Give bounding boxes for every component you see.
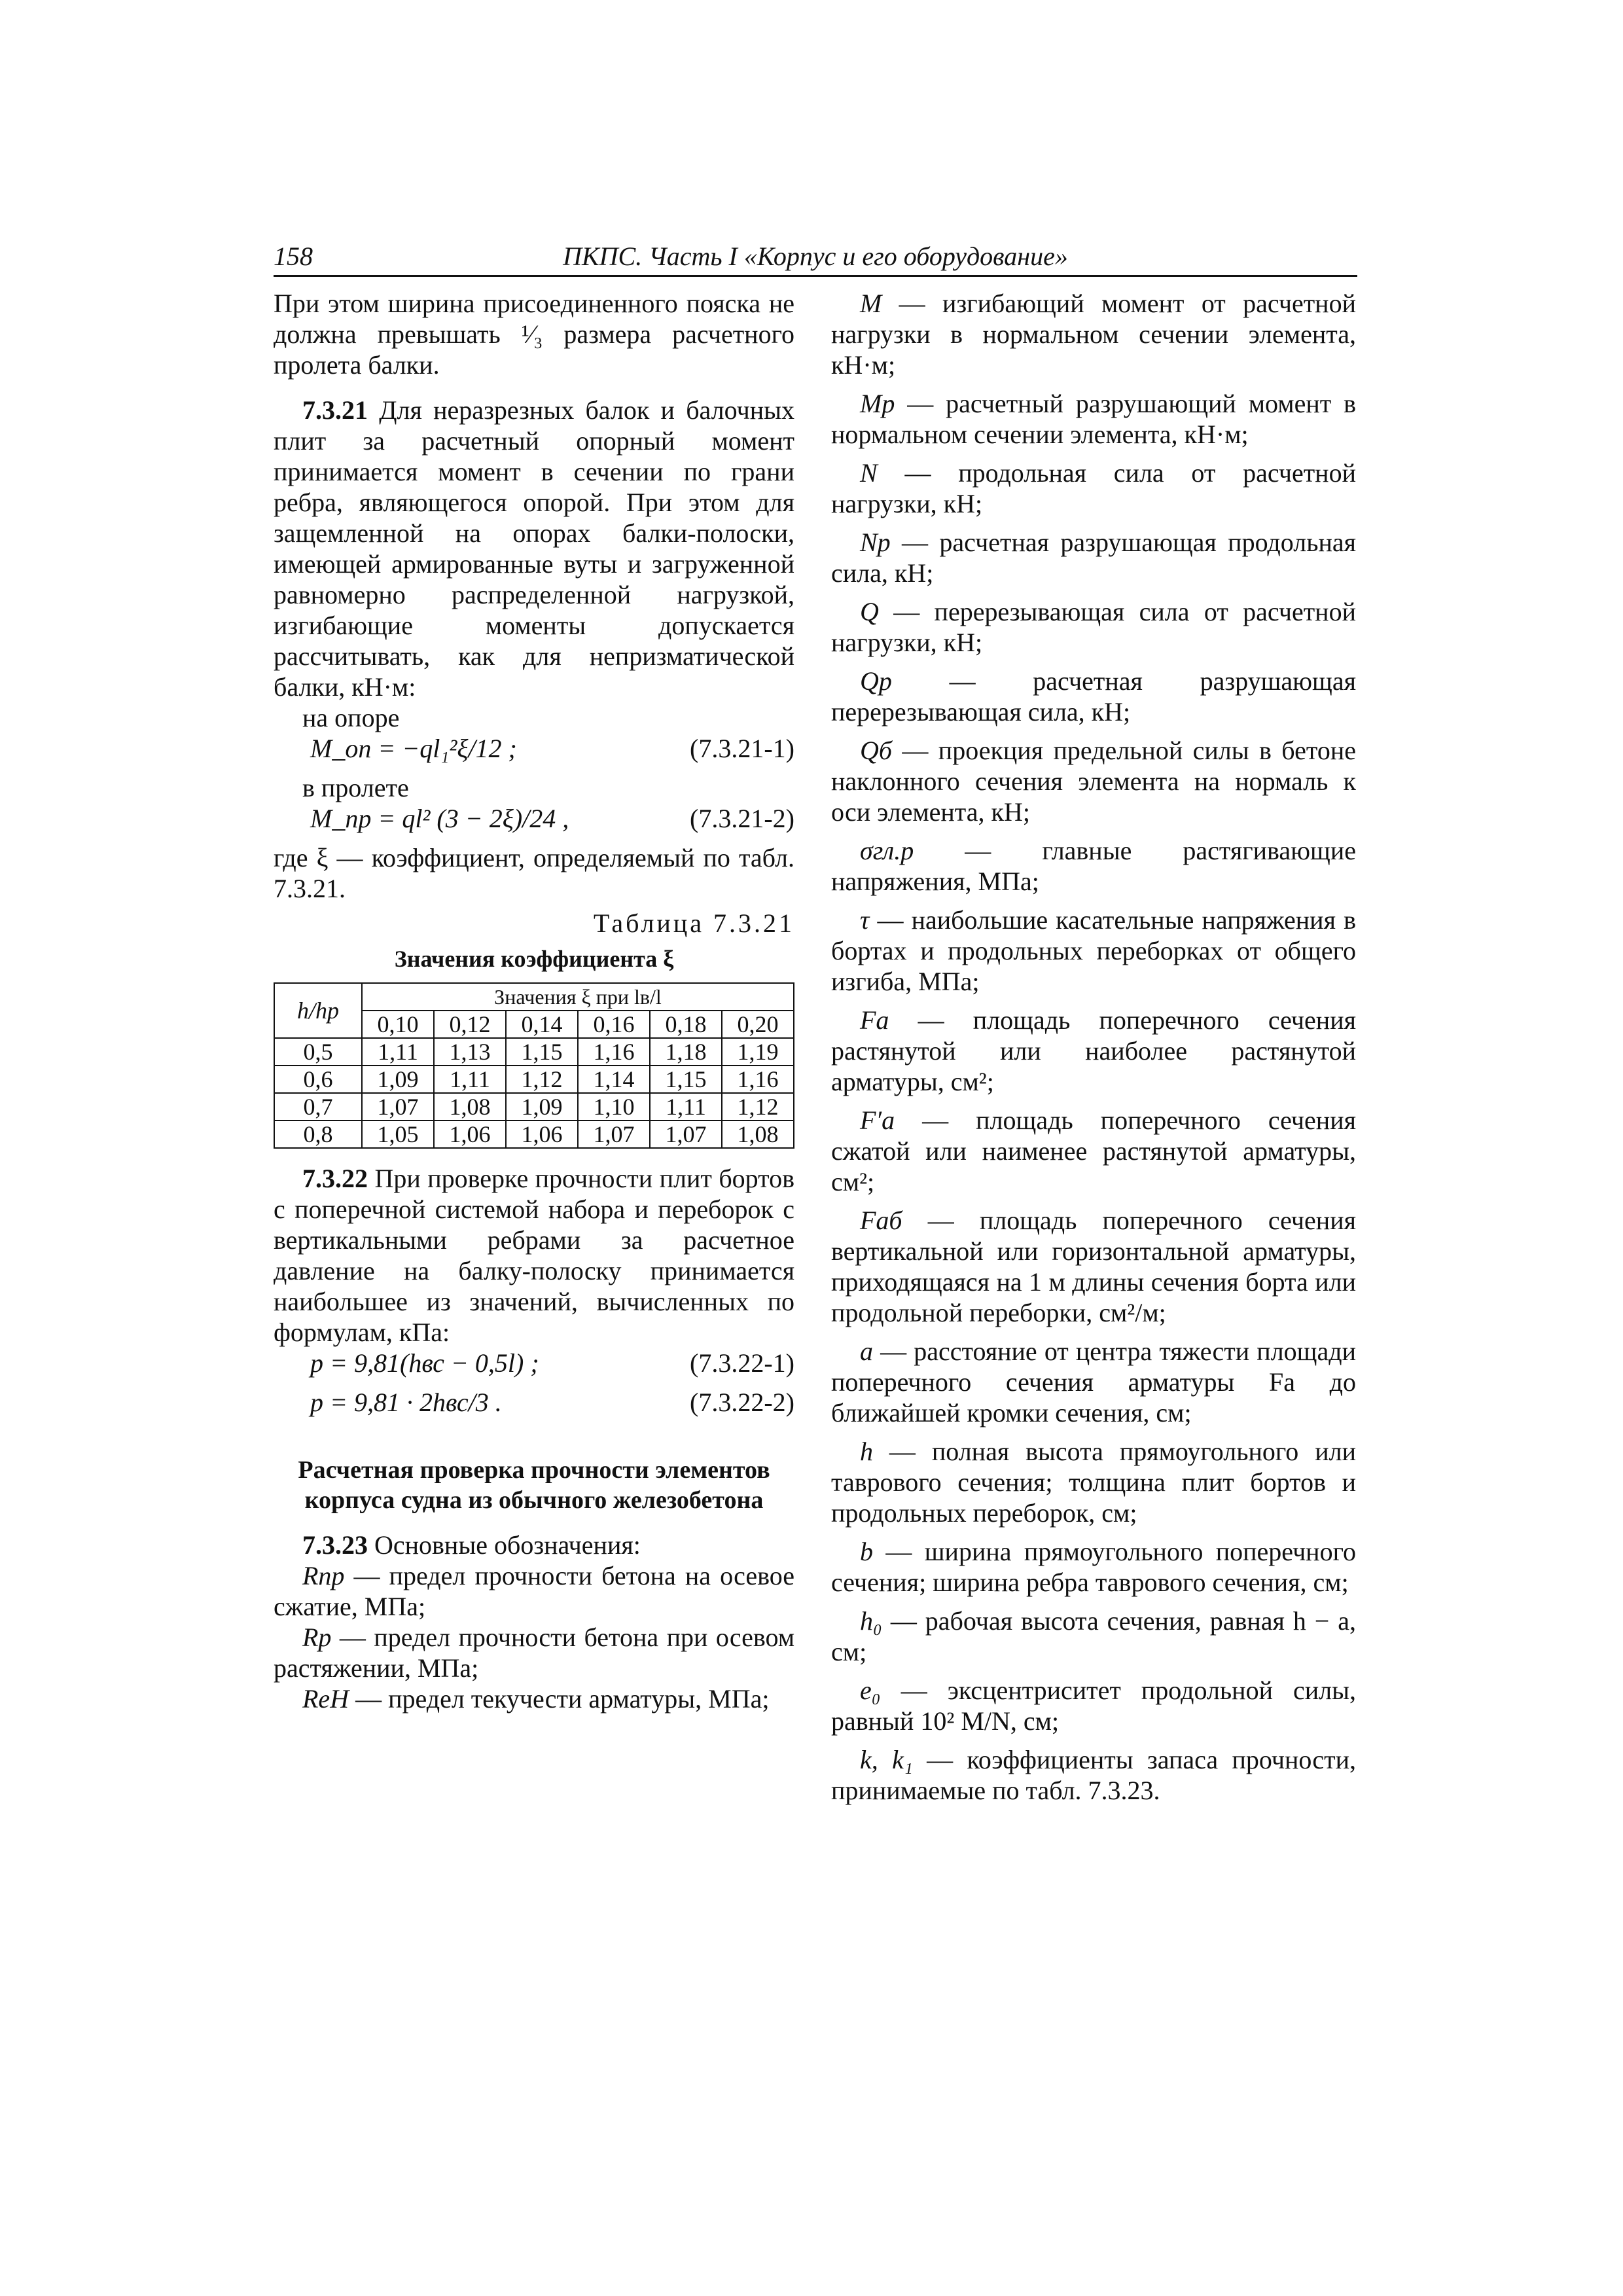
definition-text: — предел прочности бетона при осевом растяжении, МПа; xyxy=(274,1623,794,1683)
definition-item xyxy=(831,835,1356,897)
table-title: Значения коэффициента ξ xyxy=(394,946,674,972)
definition-item xyxy=(831,1744,1356,1806)
definition-item xyxy=(831,1536,1356,1598)
table-cell: 1,11 xyxy=(650,1093,722,1121)
definition-item xyxy=(831,457,1356,519)
definition-item xyxy=(831,735,1356,827)
definition-text: — эксцентриситет продольной силы, равный 10² M/N, см; xyxy=(831,1676,1356,1736)
clause-number: 7.3.23 xyxy=(302,1530,368,1560)
definition-text: — расчетная разрушающая перерезывающая сила, кН; xyxy=(831,666,1356,726)
equation-number: (7.3.21-1) xyxy=(690,734,794,763)
definition-item xyxy=(831,905,1356,997)
definition-text: — расстояние от центра тяжести площади поперечного сечения арматуры Fа до ближайшей кромки сечения, см; xyxy=(831,1336,1356,1427)
running-title: ПКПС. Часть I «Корпус и его оборудование» xyxy=(563,242,1068,271)
formula-expression: M_оп = −ql₁²ξ/12 ; xyxy=(310,734,517,763)
left-column xyxy=(274,288,794,1714)
row-label: 0,5 xyxy=(274,1038,362,1066)
right-column xyxy=(831,288,1356,1806)
formula-7-3-22-2 xyxy=(274,1387,794,1426)
table-row-header: h/hр xyxy=(274,983,362,1038)
formula-7-3-22-1 xyxy=(274,1348,794,1387)
definition-text: — полная высота прямоугольного или таврового сечения; толщина плит бортов и продольных переборок, см; xyxy=(831,1437,1356,1528)
symbol: Q xyxy=(860,597,879,626)
symbol: Mр xyxy=(860,389,895,418)
definition-item xyxy=(831,1005,1356,1097)
symbol: N xyxy=(860,458,878,488)
table-cell: 1,08 xyxy=(722,1121,794,1148)
table-cell: 1,06 xyxy=(506,1121,578,1148)
symbol: e₀ xyxy=(860,1676,881,1705)
section-heading: Расчетная проверка прочности элементов корпуса судна из обычного железобетона xyxy=(298,1456,770,1514)
label-support: на опоре xyxy=(302,703,400,732)
formula-expression: M_пр = ql² (3 − 2ξ)/24 , xyxy=(310,804,569,833)
definition-item xyxy=(831,388,1356,450)
definition-item xyxy=(831,1105,1356,1197)
symbol: Nр xyxy=(860,528,891,557)
label-span: в пролете xyxy=(302,773,409,802)
definition-text: — рабочая высота сечения, равная h − a, см; xyxy=(831,1606,1356,1666)
equation-number: (7.3.22-2) xyxy=(690,1388,794,1417)
equation-number: (7.3.22-1) xyxy=(690,1348,794,1378)
table-cell: 1,16 xyxy=(578,1038,650,1066)
definition-text: — предел прочности бетона на осевое сжатие, МПа; xyxy=(274,1561,794,1621)
table-cell: 1,19 xyxy=(722,1038,794,1066)
definition-text: — расчетный разрушающий момент в нормальном сечении элемента, кН·м; xyxy=(831,389,1356,449)
table-cell: 1,13 xyxy=(434,1038,506,1066)
formula-expression: p = 9,81 · 2hвс/3 . xyxy=(310,1388,502,1417)
symbol: b xyxy=(860,1537,873,1566)
definition-text: — проекция предельной силы в бетоне наклонного сечения элемента на нормаль к оси элемента, кН; xyxy=(831,736,1356,827)
symbol: a xyxy=(860,1336,873,1366)
table-cell: 1,07 xyxy=(578,1121,650,1148)
column-header: 0,20 xyxy=(722,1011,794,1038)
table-cell: 1,14 xyxy=(578,1066,650,1093)
definition-text: — площадь поперечного сечения вертикальной или горизонтальной арматуры, приходящаяся на 1 м длины сечения борта или продольной переборки, см²/м; xyxy=(831,1206,1356,1327)
table-cell: 1,07 xyxy=(362,1093,434,1121)
definition-text: — предел текучести арматуры, МПа; xyxy=(349,1684,770,1713)
symbol: Qр xyxy=(860,666,892,696)
clause-text: Основные обозначения: xyxy=(368,1530,641,1560)
table-cell: 1,15 xyxy=(506,1038,578,1066)
row-label: 0,8 xyxy=(274,1121,362,1148)
symbol: M xyxy=(860,289,882,318)
formula-expression: p = 9,81(hвс − 0,5l) ; xyxy=(310,1348,539,1378)
column-header: 0,14 xyxy=(506,1011,578,1038)
column-header: 0,12 xyxy=(434,1011,506,1038)
definition-item xyxy=(831,666,1356,727)
table-cell: 1,06 xyxy=(434,1121,506,1148)
definition-item xyxy=(831,1205,1356,1328)
definition-text: — площадь поперечного сечения сжатой или наименее растянутой арматуры, см²; xyxy=(831,1105,1356,1196)
table-row xyxy=(274,1066,794,1093)
column-header: 0,18 xyxy=(650,1011,722,1038)
definition-item xyxy=(831,288,1356,380)
table-row xyxy=(274,1121,794,1148)
definition-item xyxy=(831,527,1356,588)
definition-item xyxy=(274,1560,794,1622)
equation-number: (7.3.21-2) xyxy=(690,804,794,833)
clause-text: При проверке прочности плит бортов с поперечной системой набора и переборок с вертикальными ребрами за расчетное давление на балку-полоску принимается наибольшее из значений, вычисленных по формулам, кПа: xyxy=(274,1164,794,1347)
definition-text: — изгибающий момент от расчетной нагрузки в нормальном сечении элемента, кН·м; xyxy=(831,289,1356,380)
symbol: h xyxy=(860,1437,873,1466)
symbol: F′а xyxy=(860,1105,895,1135)
paragraph-7-3-23 xyxy=(274,1530,794,1560)
symbol: σгл.р xyxy=(860,836,914,865)
running-header xyxy=(274,237,1357,277)
row-label: 0,6 xyxy=(274,1066,362,1093)
table-cell: 1,08 xyxy=(434,1093,506,1121)
table-cell: 1,07 xyxy=(650,1121,722,1148)
column-header: 0,16 xyxy=(578,1011,650,1038)
table-cell: 1,12 xyxy=(506,1066,578,1093)
symbol: Rр xyxy=(302,1623,332,1652)
symbol: Rпр xyxy=(302,1561,345,1590)
definition-text: — расчетная разрушающая продольная сила, кН; xyxy=(831,528,1356,588)
definition-item xyxy=(831,1336,1356,1428)
formula-7-3-21-1 xyxy=(274,733,794,772)
table-caption: Таблица 7.3.21 xyxy=(593,908,794,938)
table-cell: 1,11 xyxy=(434,1066,506,1093)
clause-text: Для неразрезных балок и балочных плит за расчетный опорный момент принимается момент в сечении по грани ребра, являющегося опорой. При этом для защемленной на опорах балки-полоски, имеющей армированные вуты и загруженной равномерно распределенной нагрузкой, изгибающие моменты допускается рассчитывать, как для непризматической балки, кН·м: xyxy=(274,395,794,702)
where-text: где ξ — коэффициент, определяемый по табл. 7.3.21. xyxy=(274,843,794,903)
paragraph-7-3-21 xyxy=(274,395,794,702)
table-cell: 1,05 xyxy=(362,1121,434,1148)
table-group-header: Значения ξ при lв/l xyxy=(362,983,794,1011)
table-cell: 1,10 xyxy=(578,1093,650,1121)
page-number: 158 xyxy=(274,242,313,271)
definition-text: — коэффициенты запаса прочности, принимаемые по табл. 7.3.23. xyxy=(831,1745,1357,1805)
symbol: τ xyxy=(860,905,870,935)
table-cell: 1,16 xyxy=(722,1066,794,1093)
table-cell: 1,12 xyxy=(722,1093,794,1121)
definition-text: — ширина прямоугольного поперечного сечения; ширина ребра таврового сечения, см; xyxy=(831,1537,1356,1597)
definition-text: — перерезывающая сила от расчетной нагрузки, кН; xyxy=(831,597,1356,657)
table-cell: 1,09 xyxy=(362,1066,434,1093)
table-row xyxy=(274,1093,794,1121)
definition-item xyxy=(274,1622,794,1683)
definition-item xyxy=(831,596,1356,658)
coefficient-table xyxy=(274,982,794,1149)
table-cell: 1,15 xyxy=(650,1066,722,1093)
table-cell: 1,18 xyxy=(650,1038,722,1066)
clause-number: 7.3.21 xyxy=(302,395,368,425)
definition-text: — продольная сила от расчетной нагрузки, кН; xyxy=(831,458,1356,518)
table-row xyxy=(274,1038,794,1066)
definition-item xyxy=(274,1683,794,1714)
definition-text: — наибольшие касательные напряжения в бортах и продольных переборках от общего изгиба, МПа; xyxy=(831,905,1356,996)
definition-item xyxy=(831,1436,1356,1528)
definition-item xyxy=(831,1605,1356,1667)
formula-7-3-21-2 xyxy=(274,803,794,842)
symbol: k, k₁ xyxy=(860,1745,913,1774)
table-cell: 1,11 xyxy=(362,1038,434,1066)
paragraph-panel-width: При этом ширина присоединенного пояска не должна превышать ¹⁄₃ размера расчетного пролета балки. xyxy=(274,289,794,380)
definition-text: — площадь поперечного сечения растянутой или наиболее растянутой арматуры, см²; xyxy=(831,1005,1356,1096)
column-header: 0,10 xyxy=(362,1011,434,1038)
symbol: Fаб xyxy=(860,1206,902,1235)
clause-number: 7.3.22 xyxy=(302,1164,368,1193)
table-cell: 1,09 xyxy=(506,1093,578,1121)
symbol: Qб xyxy=(860,736,893,765)
definition-text: — главные растягивающие напряжения, МПа; xyxy=(831,836,1356,896)
symbol: h₀ xyxy=(860,1606,882,1636)
paragraph-7-3-22 xyxy=(274,1163,794,1348)
definition-item xyxy=(831,1675,1356,1736)
row-label: 0,7 xyxy=(274,1093,362,1121)
symbol: ReH xyxy=(302,1684,349,1713)
symbol: Fа xyxy=(860,1005,889,1035)
